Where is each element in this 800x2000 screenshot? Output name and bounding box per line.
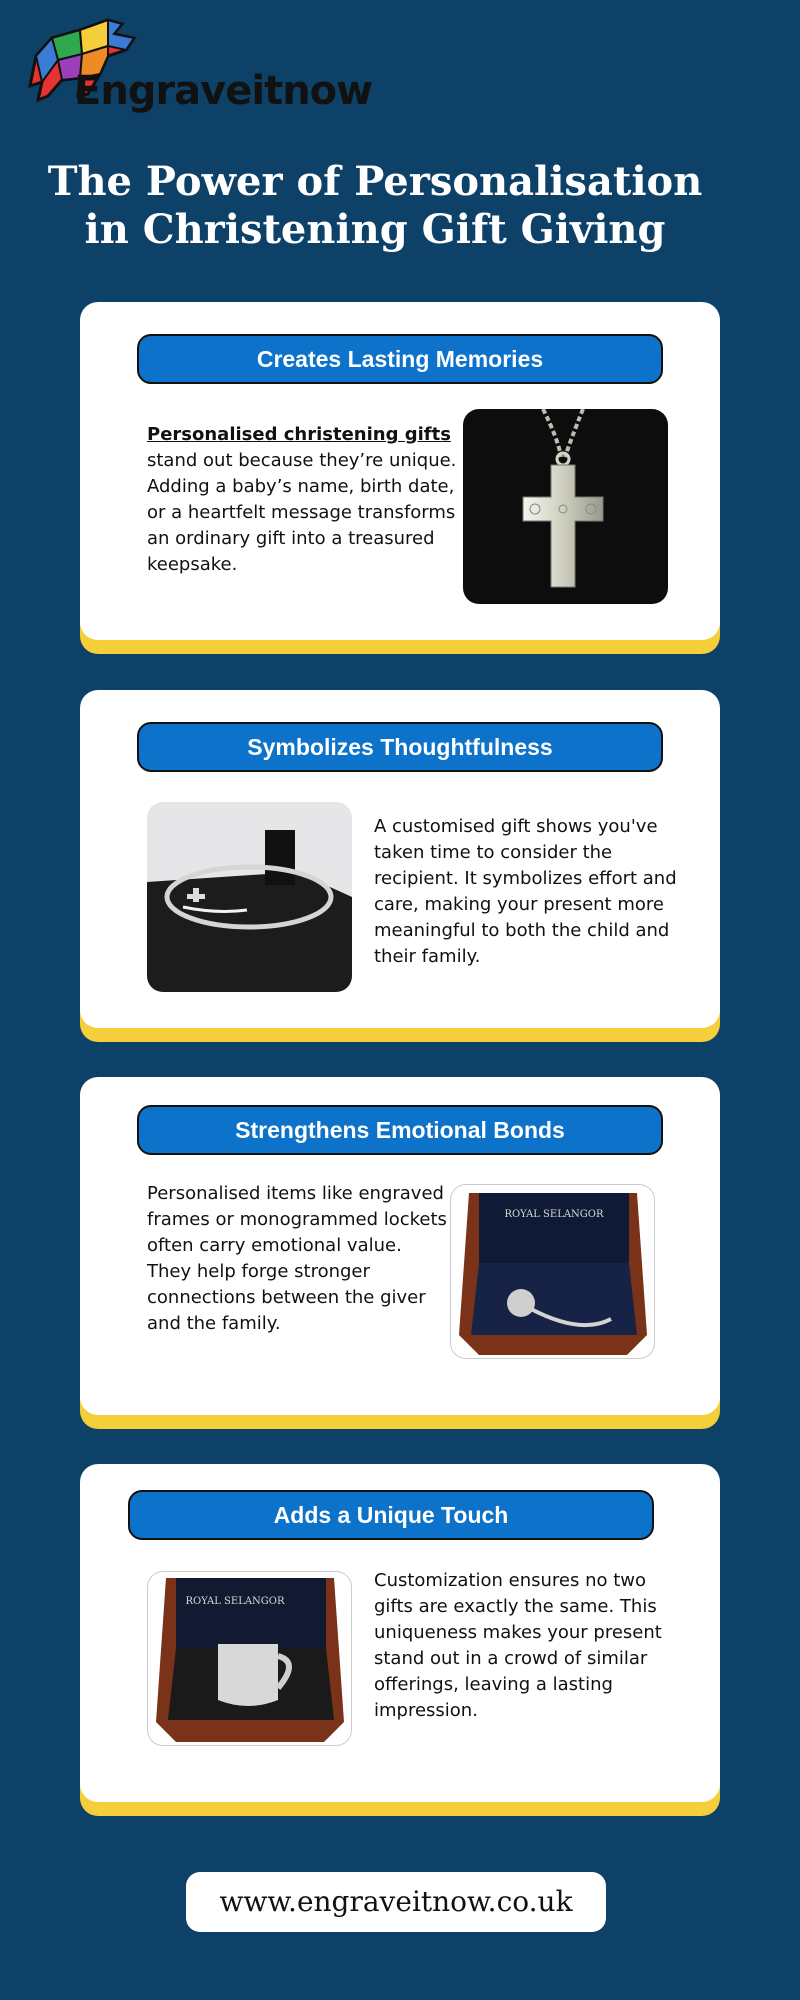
card-emotional-bonds	[80, 1077, 720, 1415]
bangle-image	[147, 802, 352, 992]
brand-logo[interactable]	[22, 16, 373, 116]
mug-box-image	[147, 1571, 352, 1746]
website-link[interactable]: www.engraveitnow.co.uk	[186, 1872, 606, 1932]
cross-pendant-icon	[463, 409, 668, 604]
box-brand-label: ROYAL SELANGOR	[504, 1209, 604, 1220]
bangle-bracelet-icon	[147, 802, 352, 992]
card-heading: Strengthens Emotional Bonds	[137, 1105, 663, 1155]
cross-pendant-image	[463, 409, 668, 604]
card-heading: Symbolizes Thoughtfulness	[137, 722, 663, 772]
card-text-body: stand out because they’re unique. Adding a baby’s name, birth date, or a heartfelt message transforms an ordinary gift into a treasured keepsake.	[147, 450, 457, 575]
card-text: A customised gift shows you've taken time to consider the recipient. It symbolizes effort and care, making your present more meaningful to both the child and their family.	[374, 816, 677, 967]
card-heading: Creates Lasting Memories	[137, 334, 663, 384]
card-unique-touch	[80, 1464, 720, 1802]
box-brand-label: ROYAL SELANGOR	[185, 1596, 285, 1607]
card-text: Customization ensures no two gifts are exactly the same. This uniqueness makes your present stand out in a crowd of similar offerings, leaving a lasting impression.	[374, 1570, 662, 1721]
spoon-box-image	[450, 1184, 655, 1359]
page-title: The Power of Personalisation in Christening Gift Giving	[47, 158, 703, 253]
card-text: Personalised items like engraved frames or monogrammed lockets often carry emotional value. They help forge stronger connections between the giver and the family.	[147, 1183, 447, 1334]
card-thoughtfulness	[80, 690, 720, 1028]
card-link-personalised-gifts[interactable]: Personalised christening gifts	[147, 424, 451, 445]
mug-box-icon	[148, 1572, 352, 1746]
card-lasting-memories	[80, 302, 720, 640]
card-heading: Adds a Unique Touch	[128, 1490, 654, 1540]
brand-name: Engraveitnow	[74, 68, 373, 114]
spoon-box-icon	[451, 1185, 655, 1359]
card-text	[147, 422, 457, 578]
